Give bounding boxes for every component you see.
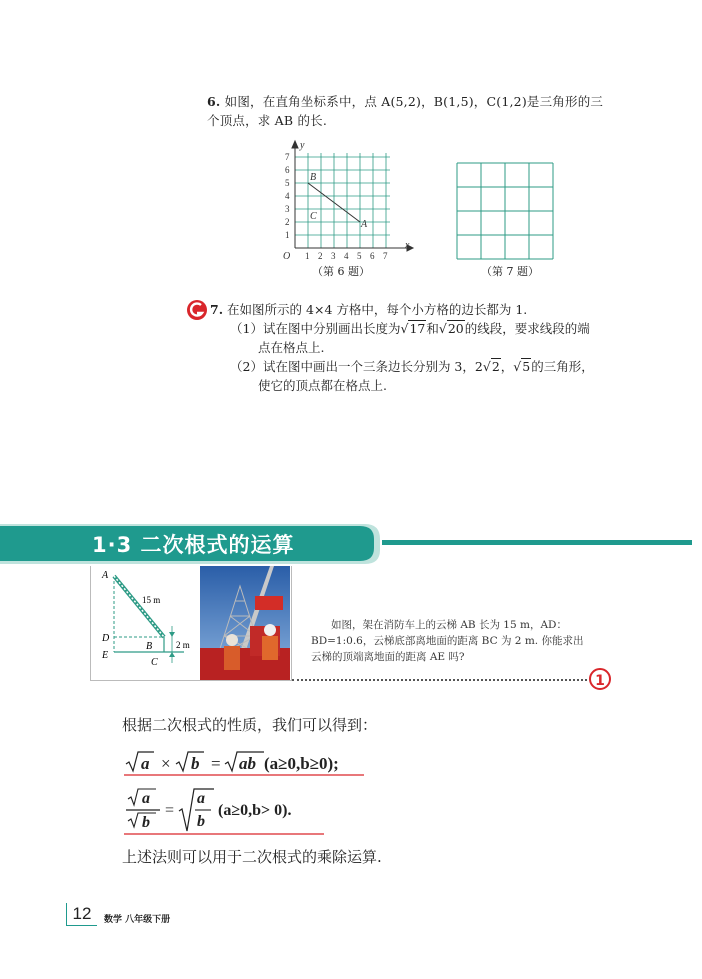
ladder-diagram [94,568,198,678]
x-tick-label: 3 [331,251,336,261]
item-2-text-a: （2）试在图中画出一个三条边长分别为 3，2 [230,359,483,374]
label-2m: 2 m [176,640,190,650]
radical-sign: √ [513,359,522,374]
f1-radicand-b: b [191,754,200,773]
y-axis-label: y [300,140,305,151]
point-label-b: B [310,172,317,183]
origin-label: O [283,251,291,262]
page-number: 12 [66,903,97,926]
problem-6-line-1 [207,92,637,111]
radicand-5: 5 [522,359,531,374]
x-tick-label: 4 [344,251,349,261]
problem-7-number: 7. [210,302,224,317]
radical-sign: √ [482,359,491,374]
label-b: B [146,641,153,652]
y-tick-label: 5 [285,178,290,188]
y-tick-label: 7 [285,152,290,162]
figure-7-grid [456,162,554,260]
f2-inner-denominator: b [197,813,205,830]
footer-book-title: 数学 八年级下册 [104,915,171,925]
problem-6-number: 6. [207,94,221,109]
radicand-2: 2 [491,359,500,374]
y-tick-label: 4 [285,191,290,201]
item-2-text-c: 的三角形， [531,359,594,374]
figure-7-caption: （第 7 题） [481,265,539,278]
challenge-icon [186,299,208,321]
f2-condition: (a≥0,b> 0). [218,802,292,819]
radical-sign: √ [438,321,447,336]
figure-6-coordinate-grid [275,138,415,263]
point-label-c: C [310,211,317,222]
f1-times: × [161,754,171,773]
y-tick-label: 3 [285,204,290,214]
f1-radicand-a: a [141,754,150,773]
intro-line-3: 云梯的顶端离地面的距离 AE 吗? [311,651,465,663]
f2-denominator: b [142,814,150,831]
body-text-2: 上述法则可以用于二次根式的乘除运算. [122,848,382,866]
quotient-rule-formula [124,787,324,835]
item-2-text-b: ， [500,359,514,374]
problem-7-line-1 [210,300,640,319]
fire-truck-ladder-photo [200,566,290,680]
problem-7 [210,300,640,395]
figure-6-caption: （第 6 题） [312,265,370,278]
problem-7-item-1 [210,319,640,338]
problem-6-line-2: 个顶点，求 AB 的长. [207,113,328,128]
problem-7-item-2-line-2: 使它的顶点都在格点上. [258,378,387,393]
radicand-17: 17 [409,321,426,336]
x-tick-label: 5 [357,251,362,261]
f1-condition: (a≥0,b≥0); [264,754,339,773]
item-1-text-c: 的线段，要求线段的端 [464,321,590,336]
problem-7-item-1-line-2: 点在格点上. [258,340,325,355]
radical-sign: √ [400,321,409,336]
f1-equals: = [211,754,221,773]
f2-inner-numerator: a [197,790,205,807]
point-label-a: A [361,219,368,230]
problem-6 [207,92,637,130]
x-tick-label: 6 [370,251,375,261]
dotted-rule [292,679,587,681]
f2-numerator: a [142,790,150,807]
section-rule [382,540,692,545]
x-tick-label: 1 [305,251,310,261]
label-c: C [151,657,158,668]
product-rule-formula [124,748,364,776]
y-tick-label: 2 [285,217,290,227]
problem-7-item-2 [210,357,640,376]
label-e: E [102,650,109,661]
label-a: A [102,570,109,581]
intro-line-2: BD=1:0.6，云梯底部离地面的距离 BC 为 2 m. 你能求出 [311,635,584,647]
intro-text [311,617,611,665]
item-1-text-b: 和 [426,321,439,336]
intro-line-1: 如图，架在消防车上的云梯 AB 长为 15 m，AD： [331,619,567,631]
y-tick-label: 6 [285,165,290,175]
section-title: 1·3 二次根式的运算 [92,533,295,557]
f2-equals: = [165,802,175,819]
y-tick-label: 1 [285,230,290,240]
f1-radicand-ab: ab [239,754,256,773]
label-d: D [102,633,110,644]
radicand-20: 20 [447,321,464,336]
x-tick-label: 2 [318,251,323,261]
label-15m: 15 m [142,595,161,605]
body-text-1: 根据二次根式的性质，我们可以得到： [122,716,378,734]
paragraph-marker: 1 [589,668,611,690]
problem-7-text: 在如图所示的 4×4 方格中，每个小方格的边长都为 1. [227,302,528,317]
item-1-text-a: （1）试在图中分别画出长度为 [230,321,401,336]
x-tick-label: 7 [383,251,388,261]
x-axis-label: x [405,240,410,251]
problem-6-text-1: 如图，在直角坐标系中，点 A(5,2)，B(1,5)，C(1,2)是三角形的三 [224,94,604,109]
